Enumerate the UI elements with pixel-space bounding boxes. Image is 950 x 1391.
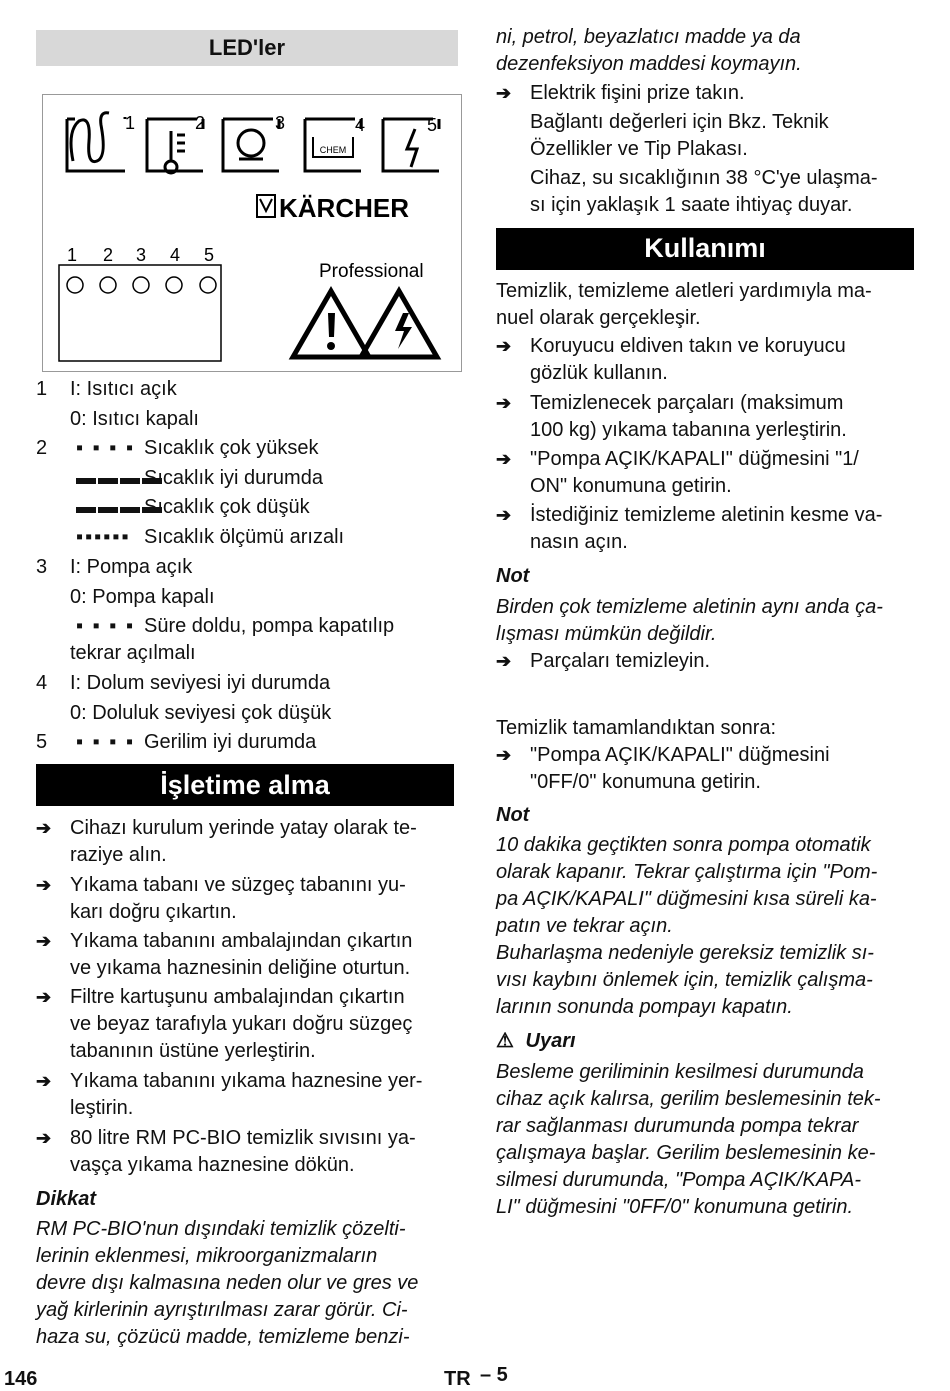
- led-5-indicator: [200, 277, 216, 293]
- info-line: Cihaz, su sıcaklığının 38 °C'ye ulaşma-: [530, 167, 878, 189]
- legend-text: Sıcaklık çok yüksek: [144, 437, 319, 459]
- after-cleaning-text: Temizlik tamamlandıktan sonra:: [496, 717, 777, 739]
- icon-number-4: 4: [355, 115, 366, 135]
- led-blink-pattern-icon: ▪ ▪ ▪ ▪: [76, 437, 136, 459]
- section-heading-commissioning: İşletime alma: [36, 764, 454, 806]
- info-line: sı için yaklaşık 1 saate ihtiyaç duyar.: [530, 194, 853, 216]
- arrow-icon: ➔: [496, 83, 512, 103]
- footer-page: – 5: [480, 1364, 508, 1386]
- control-panel-diagram: [42, 94, 462, 372]
- led-legend: [36, 376, 458, 756]
- caution-text: [36, 1216, 466, 1351]
- info-line: Özellikler ve Tip Plakası.: [530, 138, 748, 160]
- warning-triangle-icon: ⚠: [496, 1030, 514, 1052]
- legend-text: Gerilim iyi durumda: [144, 731, 317, 753]
- warning-line: silmesi durumunda, "Pompa AÇIK/KAPA-: [496, 1169, 862, 1191]
- legend-text: 0: Isıtıcı kapalı: [70, 408, 199, 430]
- step-text: vaşça yıkama haznesine dökün.: [70, 1154, 355, 1176]
- step-text: Cihazı kurulum yerinde yatay olarak te-: [70, 817, 417, 839]
- continued-text: [496, 24, 916, 78]
- arrow-icon: ➔: [496, 449, 512, 469]
- legend-text: I: Pompa açık: [70, 556, 193, 578]
- note-line: larının sonunda pompayı kapatın.: [496, 996, 793, 1018]
- step-text: Yıkama tabanı ve süzgeç tabanını yu-: [70, 874, 406, 896]
- caution-heading: Dikkat: [36, 1188, 97, 1210]
- caution-line: yağ kirlerinin ayrıştırılması zarar görür. Ci-: [36, 1299, 408, 1321]
- legend-text: 0: Pompa kapalı: [70, 586, 215, 608]
- legend-text: Sıcaklık çok düşük: [144, 496, 310, 518]
- legend-text: Sıcaklık iyi durumda: [144, 467, 323, 489]
- usage-intro: [496, 278, 916, 332]
- step-text: Filtre kartuşunu ambalajından çıkartın: [70, 986, 405, 1008]
- arrow-icon: ➔: [496, 393, 512, 413]
- note-line: Birden çok temizleme aletinin aynı anda ça-: [496, 596, 883, 618]
- legend-number: 1: [36, 378, 48, 400]
- arrow-icon: ➔: [36, 818, 52, 838]
- step-text: Elektrik fişini prize takın.: [530, 82, 745, 104]
- led-2-indicator: [100, 277, 116, 293]
- legend-text: Süre doldu, pompa kapatılıp: [144, 615, 395, 637]
- led-number-4: 4: [170, 245, 181, 265]
- arrow-icon: ➔: [36, 931, 52, 951]
- brand-logo: KÄRCHER: [279, 193, 409, 223]
- step-text: nasın açın.: [530, 531, 628, 553]
- legend-text: I: Dolum seviyesi iyi durumda: [70, 672, 331, 694]
- warning-line: LI" düğmesini "0FF/0" konumuna getirin.: [496, 1196, 854, 1218]
- legend-number: 2: [36, 437, 48, 459]
- caution-line: devre dışı kalmasına neden olur ve gres ve: [36, 1272, 419, 1294]
- icon-number-5: 5: [427, 115, 438, 135]
- note-line: 10 dakika geçtikten sonra pompa otomatik: [496, 834, 871, 856]
- arrow-icon: ➔: [36, 875, 52, 895]
- step-text: Yıkama tabanını ambalajından çıkartın: [70, 930, 413, 952]
- warning-line: rar sağlanması durumunda pompa tekrar: [496, 1115, 859, 1137]
- note-line: olarak kapanır. Tekrar çalıştırma için "Pom-: [496, 861, 878, 883]
- step-text: İstediğiniz temizleme aletinin kesme va-: [530, 504, 883, 526]
- led-number-5: 5: [204, 245, 215, 265]
- led-number-1: 1: [67, 245, 78, 265]
- caution-line: lerinin eklenmesi, mikroorganizmaların: [36, 1245, 378, 1267]
- clean-step: [496, 648, 916, 678]
- section-heading-usage: Kullanımı: [496, 228, 914, 270]
- arrow-icon: ➔: [36, 1071, 52, 1091]
- caution-line: haza su, çözücü madde, temizleme benzi-: [36, 1326, 410, 1348]
- step-text: 100 kg) yıkama tabanına yerleştirin.: [530, 419, 847, 441]
- step-text: "Pompa AÇIK/KAPALI" düğmesini: [530, 744, 830, 766]
- step-text: Koruyucu eldiven takın ve koruyucu: [530, 335, 846, 357]
- note-heading: Not: [496, 804, 530, 826]
- step-text: tabanının üstüne yerleştirin.: [70, 1040, 316, 1062]
- warning-line: Besleme geriliminin kesilmesi durumunda: [496, 1061, 864, 1083]
- arrow-icon: ➔: [36, 1128, 52, 1148]
- warning-line: cihaz açık kalırsa, gerilim beslemesinin tek-: [496, 1088, 881, 1110]
- led-blink-pattern-icon: ▪ ▪ ▪ ▪: [76, 731, 136, 753]
- warning-line: çalışmaya başlar. Gerilim beslemesinin ke-: [496, 1142, 876, 1164]
- step-text: ve beyaz tarafıyla yukarı doğru süzgeç: [70, 1013, 413, 1035]
- brand-subtitle: Professional: [319, 261, 424, 282]
- note-line: Buharlaşma nedeniyle gereksiz temizlik sı-: [496, 942, 874, 964]
- led-3-indicator: [133, 277, 149, 293]
- step-text: ve yıkama haznesinin deliğine oturtun.: [70, 957, 411, 979]
- intro-line: nuel olarak gerçekleşir.: [496, 307, 701, 329]
- page-number: 146: [4, 1368, 38, 1390]
- note-line: patın ve tekrar açın.: [496, 915, 673, 937]
- led-section-title: LED'ler: [36, 30, 458, 66]
- plug-step: [496, 80, 916, 220]
- control-panel-illustration: [43, 95, 461, 371]
- led-4-indicator: [166, 277, 182, 293]
- info-line: Bağlantı değerleri için Bkz. Teknik: [530, 111, 829, 133]
- step-text: Parçaları temizleyin.: [530, 650, 711, 672]
- led-blink-pattern-icon: ▬▬▬▬: [76, 496, 164, 518]
- voltage-icon: [407, 129, 417, 167]
- legend-number: 5: [36, 731, 48, 753]
- step-text: karı doğru çıkartın.: [70, 901, 237, 923]
- step-text: "Pompa AÇIK/KAPALI" düğmesini "1/: [530, 448, 859, 470]
- led-1-indicator: [67, 277, 83, 293]
- note-line: lışması mümkün değildir.: [496, 623, 717, 645]
- step-text: raziye alın.: [70, 844, 167, 866]
- caution-line: RM PC-BIO'nun dışındaki temizlik çözelti-: [36, 1218, 406, 1240]
- thermometer-icon: [165, 131, 185, 173]
- warning-heading-row: [496, 1028, 576, 1055]
- continued-line: dezenfeksiyon maddesi koymayın.: [496, 53, 802, 75]
- heater-icon: [71, 113, 109, 162]
- led-blink-pattern-icon: ▬▬▬▬: [76, 467, 164, 489]
- arrow-icon: ➔: [36, 987, 52, 1007]
- step-text: ON" konumuna getirin.: [530, 475, 732, 497]
- chem-label: CHEM: [319, 145, 347, 155]
- after-step: [496, 742, 916, 802]
- step-text: 80 litre RM PC-BIO temizlik sıvısını ya-: [70, 1127, 416, 1149]
- pump-icon: [238, 130, 264, 156]
- intro-line: Temizlik, temizleme aletleri yardımıyla ma-: [496, 280, 872, 302]
- continued-line: ni, petrol, beyazlatıcı madde ya da: [496, 26, 801, 48]
- step-text: leştirin.: [70, 1097, 134, 1119]
- legend-text: Sıcaklık ölçümü arızalı: [144, 526, 345, 548]
- arrow-icon: ➔: [496, 651, 512, 671]
- step-text: "0FF/0" konumuna getirin.: [530, 771, 761, 793]
- step-text: gözlük kullanın.: [530, 362, 668, 384]
- icon-number-1: 1: [125, 113, 136, 133]
- icon-number-2: 2: [195, 113, 206, 133]
- legend-number: 3: [36, 556, 48, 578]
- footer-language: TR: [444, 1368, 471, 1390]
- led-number-2: 2: [103, 245, 114, 265]
- legend-text: 0: Doluluk seviyesi çok düşük: [70, 702, 332, 724]
- legend-number: 4: [36, 672, 48, 694]
- step-text: Temizlenecek parçaları (maksimum: [530, 392, 844, 414]
- icon-number-3: 3: [275, 113, 286, 133]
- arrow-icon: ➔: [496, 336, 512, 356]
- led-number-3: 3: [136, 245, 147, 265]
- note-text: [496, 832, 916, 1021]
- commissioning-steps: [36, 815, 458, 1185]
- arrow-icon: ➔: [496, 745, 512, 765]
- warning-text: [496, 1059, 916, 1221]
- legend-text: I: Isıtıcı açık: [70, 378, 177, 400]
- note-text: [496, 594, 916, 648]
- legend-text: tekrar açılmalı: [70, 642, 196, 664]
- step-text: Yıkama tabanını yıkama haznesine yer-: [70, 1070, 423, 1092]
- usage-steps: [496, 333, 916, 563]
- note-line: vısı kaybını önlemek için, temizlik çalışma-: [496, 969, 873, 991]
- arrow-icon: ➔: [496, 505, 512, 525]
- led-blink-pattern-icon: ▪▪▪▪▪▪: [76, 526, 131, 548]
- led-blink-pattern-icon: ▪ ▪ ▪ ▪: [76, 615, 136, 637]
- note-heading: Not: [496, 565, 530, 587]
- warning-heading: Uyarı: [525, 1030, 576, 1052]
- note-line: pa AÇIK/KAPALI" düğmesini kısa süreli ka-: [496, 888, 877, 910]
